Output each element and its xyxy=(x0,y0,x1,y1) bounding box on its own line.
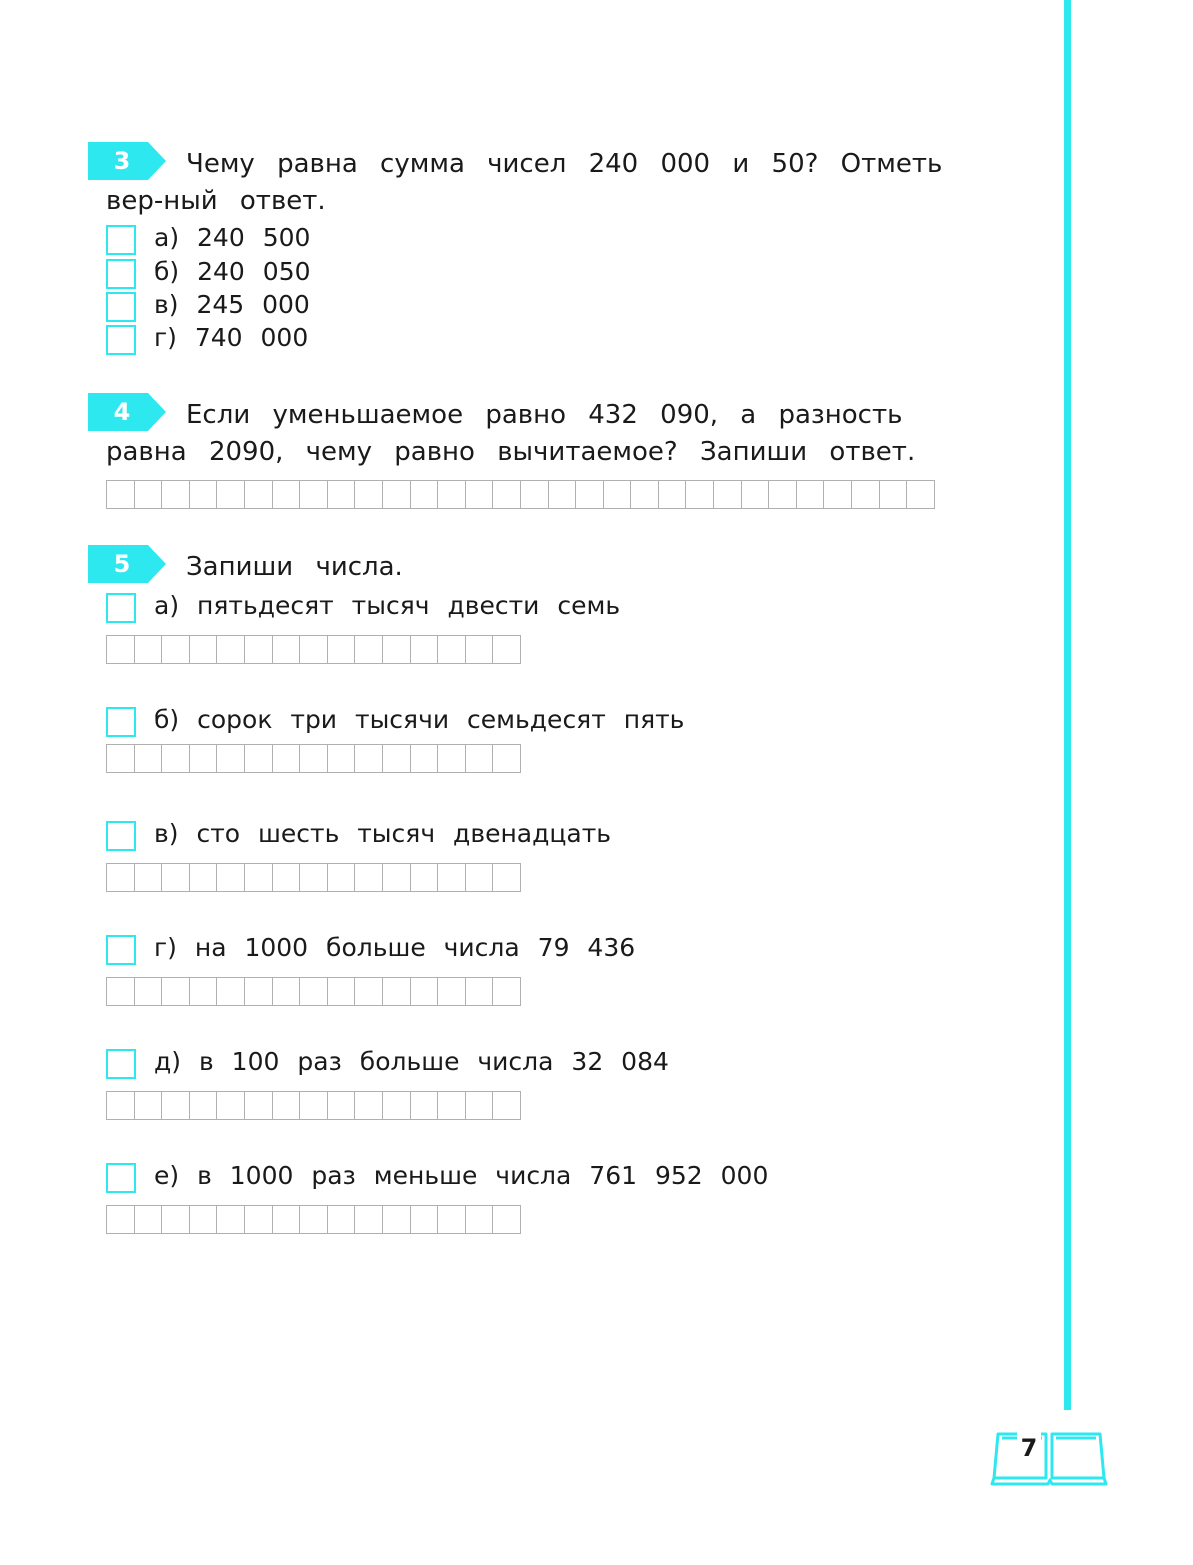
answer-cell[interactable] xyxy=(354,977,383,1006)
answer-cell[interactable] xyxy=(189,744,218,773)
answer-cell[interactable] xyxy=(410,744,439,773)
answer-cell[interactable] xyxy=(465,480,494,509)
answer-cell[interactable] xyxy=(106,1091,135,1120)
open-book-icon xyxy=(990,1426,1110,1488)
task-5-item-a-answer-grid[interactable] xyxy=(106,635,521,664)
answer-cell[interactable] xyxy=(354,480,383,509)
checkbox[interactable] xyxy=(106,821,136,851)
answer-cell[interactable] xyxy=(272,1205,301,1234)
answer-cell[interactable] xyxy=(189,1205,218,1234)
answer-cell[interactable] xyxy=(216,1091,245,1120)
answer-cell[interactable] xyxy=(382,1205,411,1234)
answer-cell[interactable] xyxy=(299,480,328,509)
answer-cell[interactable] xyxy=(437,977,466,1006)
answer-cell[interactable] xyxy=(410,977,439,1006)
answer-cell[interactable] xyxy=(548,480,577,509)
answer-cell[interactable] xyxy=(299,1205,328,1234)
answer-cell[interactable] xyxy=(354,863,383,892)
answer-cell[interactable] xyxy=(465,1091,494,1120)
checkbox[interactable] xyxy=(106,593,136,623)
answer-cell[interactable] xyxy=(465,977,494,1006)
answer-cell[interactable] xyxy=(244,744,273,773)
answer-cell[interactable] xyxy=(410,863,439,892)
margin-line xyxy=(1064,0,1071,1410)
answer-cell[interactable] xyxy=(768,480,797,509)
answer-cell[interactable] xyxy=(492,863,521,892)
answer-cell[interactable] xyxy=(823,480,852,509)
answer-cell[interactable] xyxy=(272,977,301,1006)
answer-cell[interactable] xyxy=(465,635,494,664)
answer-cell[interactable] xyxy=(851,480,880,509)
task-5-item-d-answer-grid[interactable] xyxy=(106,977,521,1006)
answer-cell[interactable] xyxy=(796,480,825,509)
answer-cell[interactable] xyxy=(327,1205,356,1234)
answer-cell[interactable] xyxy=(216,863,245,892)
answer-cell[interactable] xyxy=(106,744,135,773)
answer-cell[interactable] xyxy=(575,480,604,509)
answer-cell[interactable] xyxy=(106,977,135,1006)
answer-cell[interactable] xyxy=(134,480,163,509)
answer-cell[interactable] xyxy=(382,977,411,1006)
answer-cell[interactable] xyxy=(299,977,328,1006)
answer-cell[interactable] xyxy=(685,480,714,509)
answer-cell[interactable] xyxy=(161,863,190,892)
checkbox[interactable] xyxy=(106,325,136,355)
answer-cell[interactable] xyxy=(161,1205,190,1234)
answer-cell[interactable] xyxy=(492,744,521,773)
answer-cell[interactable] xyxy=(327,635,356,664)
answer-cell[interactable] xyxy=(134,1091,163,1120)
answer-cell[interactable] xyxy=(437,480,466,509)
answer-cell[interactable] xyxy=(410,635,439,664)
answer-cell[interactable] xyxy=(189,863,218,892)
answer-cell[interactable] xyxy=(658,480,687,509)
task-4-number-badge: 4 xyxy=(88,393,168,431)
answer-cell[interactable] xyxy=(216,635,245,664)
answer-cell[interactable] xyxy=(216,480,245,509)
answer-cell[interactable] xyxy=(410,480,439,509)
answer-cell[interactable] xyxy=(299,863,328,892)
checkbox[interactable] xyxy=(106,1049,136,1079)
answer-cell[interactable] xyxy=(492,635,521,664)
answer-cell[interactable] xyxy=(244,977,273,1006)
answer-cell[interactable] xyxy=(299,744,328,773)
answer-cell[interactable] xyxy=(216,1205,245,1234)
answer-cell[interactable] xyxy=(327,863,356,892)
answer-cell[interactable] xyxy=(327,977,356,1006)
answer-cell[interactable] xyxy=(382,863,411,892)
answer-cell[interactable] xyxy=(630,480,659,509)
answer-cell[interactable] xyxy=(161,977,190,1006)
answer-cell[interactable] xyxy=(492,977,521,1006)
answer-cell[interactable] xyxy=(713,480,742,509)
checkbox[interactable] xyxy=(106,225,136,255)
answer-cell[interactable] xyxy=(244,480,273,509)
answer-cell[interactable] xyxy=(410,1091,439,1120)
answer-cell[interactable] xyxy=(437,635,466,664)
checkbox[interactable] xyxy=(106,1163,136,1193)
answer-cell[interactable] xyxy=(327,480,356,509)
answer-cell[interactable] xyxy=(299,635,328,664)
answer-cell[interactable] xyxy=(437,1205,466,1234)
task-5-number-badge: 5 xyxy=(88,545,168,583)
answer-cell[interactable] xyxy=(492,1205,521,1234)
checkbox[interactable] xyxy=(106,935,136,965)
answer-cell[interactable] xyxy=(327,744,356,773)
answer-cell[interactable] xyxy=(272,744,301,773)
answer-cell[interactable] xyxy=(161,744,190,773)
answer-cell[interactable] xyxy=(741,480,770,509)
task-5-item-c-answer-grid[interactable] xyxy=(106,863,521,892)
answer-cell[interactable] xyxy=(354,1205,383,1234)
answer-cell[interactable] xyxy=(134,1205,163,1234)
checkbox[interactable] xyxy=(106,259,136,289)
answer-cell[interactable] xyxy=(161,480,190,509)
answer-cell[interactable] xyxy=(465,744,494,773)
answer-cell[interactable] xyxy=(382,635,411,664)
answer-cell[interactable] xyxy=(189,1091,218,1120)
answer-cell[interactable] xyxy=(106,1205,135,1234)
answer-cell[interactable] xyxy=(437,1091,466,1120)
answer-cell[interactable] xyxy=(189,977,218,1006)
answer-cell[interactable] xyxy=(437,744,466,773)
answer-cell[interactable] xyxy=(520,480,549,509)
task-3-number-badge: 3 xyxy=(88,142,168,180)
answer-cell[interactable] xyxy=(465,1205,494,1234)
answer-cell[interactable] xyxy=(492,1091,521,1120)
answer-cell[interactable] xyxy=(216,977,245,1006)
answer-cell[interactable] xyxy=(244,1205,273,1234)
answer-cell[interactable] xyxy=(382,744,411,773)
checkbox[interactable] xyxy=(106,707,136,737)
answer-cell[interactable] xyxy=(216,744,245,773)
answer-cell[interactable] xyxy=(134,863,163,892)
answer-cell[interactable] xyxy=(272,1091,301,1120)
answer-cell[interactable] xyxy=(161,635,190,664)
answer-cell[interactable] xyxy=(382,480,411,509)
answer-cell[interactable] xyxy=(354,635,383,664)
task-4-question: Если уменьшаемое равно 432 090, а разность равна 2090, чему равно вычитаемое? Запиши ответ. xyxy=(106,400,916,467)
answer-cell[interactable] xyxy=(879,480,908,509)
answer-cell[interactable] xyxy=(492,480,521,509)
answer-cell[interactable] xyxy=(244,635,273,664)
answer-cell[interactable] xyxy=(244,1091,273,1120)
task-5-question: Запиши числа. xyxy=(186,552,403,582)
answer-cell[interactable] xyxy=(244,863,273,892)
task-3-question: Чему равна сумма чисел 240 000 и 50? Отметь вер-ный ответ. xyxy=(106,149,943,216)
answer-cell[interactable] xyxy=(134,744,163,773)
answer-cell[interactable] xyxy=(437,863,466,892)
answer-cell[interactable] xyxy=(189,635,218,664)
answer-cell[interactable] xyxy=(410,1205,439,1234)
task-5-item-f-answer-grid[interactable] xyxy=(106,1205,521,1234)
answer-cell[interactable] xyxy=(327,1091,356,1120)
answer-cell[interactable] xyxy=(603,480,632,509)
answer-cell[interactable] xyxy=(354,744,383,773)
answer-cell[interactable] xyxy=(134,977,163,1006)
answer-cell[interactable] xyxy=(106,480,135,509)
page-number: 7 xyxy=(1017,1432,1041,1464)
task-4-answer-grid[interactable] xyxy=(106,480,935,509)
answer-cell[interactable] xyxy=(272,863,301,892)
answer-cell[interactable] xyxy=(134,635,163,664)
task-5-item-e-answer-grid[interactable] xyxy=(106,1091,521,1120)
answer-cell[interactable] xyxy=(106,863,135,892)
answer-cell[interactable] xyxy=(161,1091,190,1120)
answer-cell[interactable] xyxy=(189,480,218,509)
answer-cell[interactable] xyxy=(106,635,135,664)
checkbox[interactable] xyxy=(106,292,136,322)
answer-cell[interactable] xyxy=(382,1091,411,1120)
answer-cell[interactable] xyxy=(272,635,301,664)
answer-cell[interactable] xyxy=(906,480,935,509)
answer-cell[interactable] xyxy=(465,863,494,892)
task-5-item-b-answer-grid[interactable] xyxy=(106,744,521,773)
answer-cell[interactable] xyxy=(299,1091,328,1120)
answer-cell[interactable] xyxy=(272,480,301,509)
answer-cell[interactable] xyxy=(354,1091,383,1120)
